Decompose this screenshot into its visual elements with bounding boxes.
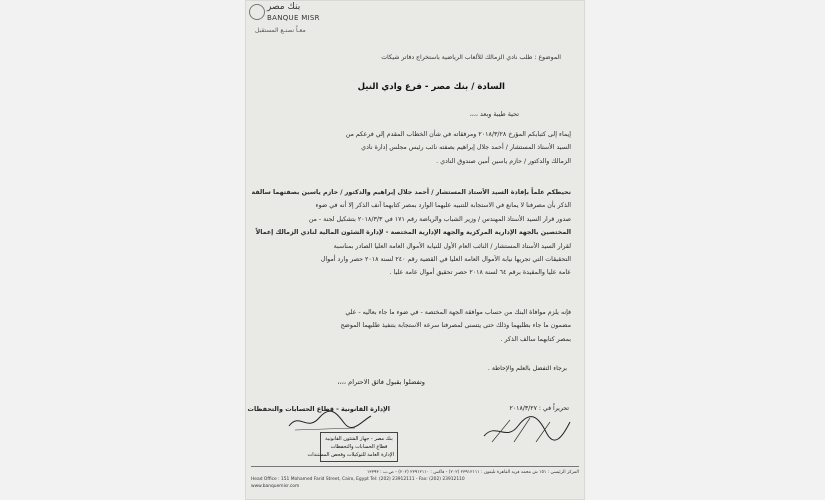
greeting: تحية طيبة وبعد ،،،، — [469, 110, 519, 118]
paragraph-line: نحيطكم علماً بإفادة السيد الأستاذ المستشار / أحمد جلال إبراهيم والدكتور / حازم ياسين بصفتهما سالفة — [251, 189, 571, 196]
paragraph-line: الزمالك والدكتور / حازم ياسين أمين صندوق النادي . — [436, 157, 571, 165]
footer-website: www.banquemisr.com — [251, 484, 300, 489]
stamp-line: بنك مصر - جهاز الشئون القانونية — [325, 436, 393, 442]
paragraph-line: التحقيقات التي تجريها نيابة الأموال العامة العليا في القضية رقم ٢٤٠ لسنة ٢٠١٨ حصر وارد أموال — [320, 256, 571, 264]
addressee: السادة / بنك مصر - فرع وادي النيل — [357, 82, 505, 92]
paragraph-line: إيماء إلى كتبابكم المؤرخ ٢٠١٨/٣/٢٨ ومرفقاته في شأن الخطاب المقدم إلي فرعكم من — [345, 131, 571, 138]
paragraph-line: لقرار السيد الأستاذ المستشار / النائب العام الأول للنيابة الأموال العامة العليا الصادر بمناسبة — [333, 242, 571, 250]
bank-tagline: معـاً نصنـع المستقبل — [255, 27, 306, 34]
paragraph-line: الذكر بأن مصرفنا لا يمانع في الاستجابة للتنبيه عليهما الوارد بمصر كتابهما آنف الذكر إلا أنه في ضوء — [315, 202, 571, 210]
stamp-line: قطاع الحسابات والتحفظات — [330, 444, 388, 450]
footer-address-en: Head Office : 151 Mohamed Farid Street, Cairo, Egypt Tel: (202) 23912111 - Fax: (202) 23912110 — [251, 477, 465, 482]
paragraph-2 — [251, 186, 571, 280]
letter-footer — [251, 466, 579, 495]
paragraph-line: السيد الأستاذ المستشار / أحمد جلال إبراهيم بصفته نائب رئيس مجلس إدارة نادي — [361, 144, 571, 152]
paragraph-1 — [266, 128, 571, 168]
signature-left-icon — [285, 408, 375, 434]
bank-logo-icon — [249, 4, 265, 20]
closing-line: برجاء التفضل بالعلم والإحاطة . — [487, 365, 567, 372]
bank-name-ar: بنك مصر — [267, 2, 301, 12]
paragraph-line: صدور قرار السيد الأستاذ المهندس / وزير الشباب والرياضة رقم ١٧١ في ٢٠١٨/٣/٣ بتشكيل لجنة - من — [308, 215, 571, 223]
stamp-line: الإدارة العامة للتوكيلات وفحص المستندات — [307, 452, 394, 458]
official-stamp — [307, 432, 398, 462]
date-line: تحريراً في : ٢٠١٨/٣/٢٧ — [509, 405, 569, 412]
paragraph-line: المختصين بالجهة الإدارية المركزية والجهة الإدارية المختصة - لإدارة الشئون المالية لنادي الزمالك إعمالاً — [255, 229, 571, 237]
paragraph-3 — [266, 306, 571, 346]
bank-name-en: BANQUE MISR — [267, 14, 320, 22]
signature-right-icon — [480, 412, 572, 446]
paragraph-line: عامة عليا والمقيدة برقم ٦٤ لسنة ٢٠١٨ حصر تحقيق أموال عامة عليا . — [389, 269, 571, 277]
footer-address-ar: المركز الرئيسي : ١٥١ ش محمد فريد القاهرة تليفون : ٢٣٩١٢١١١ (٢٠٢) - فاكس : ٢٣٩١٢١١٠ (٢٠٢) - ص.ب : ١٣٣٩٣ — [366, 470, 579, 475]
subject-line: الموضوع : طلب نادي الزمالك للألعاب الرياضية باستخراج دفاتر شيكات — [381, 54, 561, 61]
department-name: الإدارة القانونية - قطاع الحسابات والتحفظات — [247, 405, 390, 413]
paragraph-line: مضمون ما جاء بطلبهما وذلك حتى يتسنى لمصرفنا سرعة الاستجابة بتنفيذ طلبهما الموضح — [340, 322, 571, 330]
regards-line: وتفضلوا بقبول فائق الاحترام ،،،، — [337, 378, 425, 386]
paragraph-line: فإنه يلزم موافاة البنك من حساب موافقة الجهة المختصة - في ضوء ما جاء بعاليه - علي — [345, 309, 571, 316]
paragraph-line: بمصر كتابهما سالف الذكر . — [500, 335, 571, 343]
letter-sheet — [245, 0, 585, 500]
